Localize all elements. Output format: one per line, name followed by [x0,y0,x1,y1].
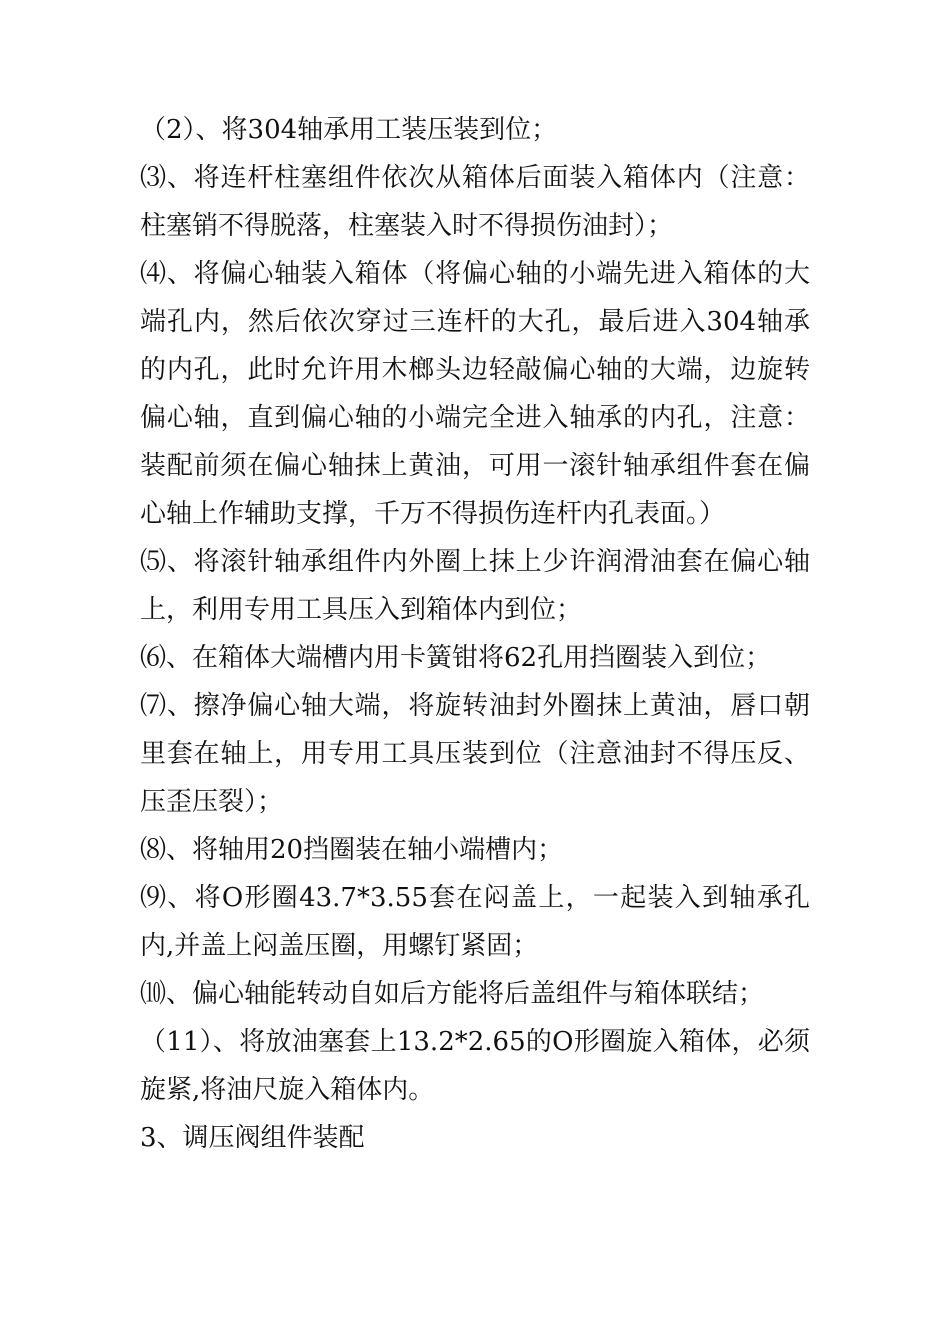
step-6-paragraph: ⑹、在箱体大端槽内用卡簧钳将62孔用挡圈装入到位； [140,643,772,673]
step-10-paragraph: ⑽、偏心轴能转动自如后方能将后盖组件与箱体联结； [140,979,765,1009]
document-body [140,106,810,1162]
step-2-paragraph: （2）、将304轴承用工装压装到位； [140,115,558,145]
step-8-paragraph: ⑻、将轴用20挡圈装在轴小端槽内； [140,835,564,865]
step-5-paragraph: ⑸、将滚针轴承组件内外圈上抹上少许润滑油套在偏心轴上，利用专用工具压入到箱体内到位； [140,547,810,625]
step-9-paragraph: ⑼、将O形圈43.7*3.55套在闷盖上，一起装入到轴承孔内,并盖上闷盖压圈，用螺钉紧固； [140,883,810,961]
step-4-paragraph: ⑷、将偏心轴装入箱体（将偏心轴的小端先进入箱体的大端孔内，然后依次穿过三连杆的大孔，最后进入304轴承的内孔，此时允许用木榔头边轻敲偏心轴的大端，边旋转偏心轴，直到偏心轴的小端完全进入轴承的内孔，注意：装配前须在偏心轴抹上黄油，可用一滚针轴承组件套在偏心轴上作辅助支撑，千万不得损伤连杆内孔表面。） [140,259,810,529]
step-11-paragraph: （11）、将放油塞套上13.2*2.65的O形圈旋入箱体，必须旋紧,将油尺旋入箱体内。 [140,1027,810,1105]
section-heading: 3、调压阀组件装配 [140,1123,365,1153]
step-7-paragraph: ⑺、擦净偏心轴大端，将旋转油封外圈抹上黄油，唇口朝里套在轴上，用专用工具压装到位（注意油封不得压反、压歪压裂）； [140,691,810,817]
step-3-paragraph: ⑶、将连杆柱塞组件依次从箱体后面装入箱体内（注意：柱塞销不得脱落，柱塞装入时不得损伤油封）； [140,163,810,241]
